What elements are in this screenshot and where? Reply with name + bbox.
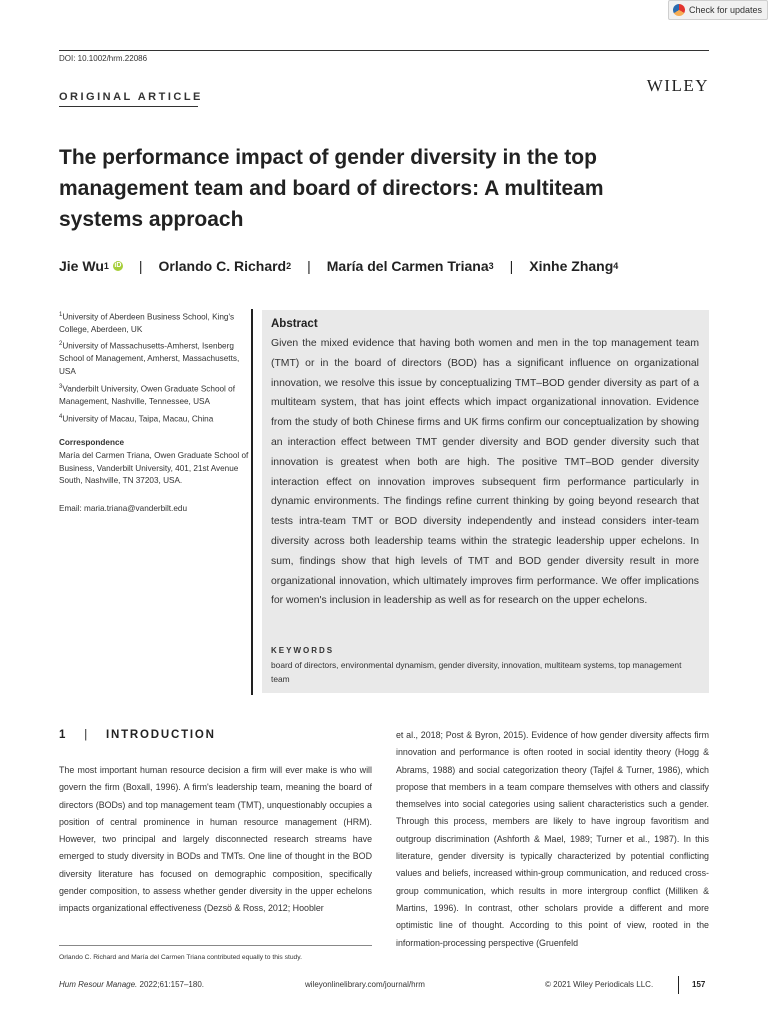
article-type-underline — [59, 106, 198, 107]
section-number: 1 — [59, 729, 68, 741]
footer-citation — [59, 980, 204, 989]
correspondence-text: María del Carmen Triana, Owen Graduate School of Business, Vanderbilt University, 401, 21st Avenue South, Nashville, TN 37203, USA. — [59, 451, 249, 486]
author-separator: | — [138, 258, 143, 274]
correspondence-heading: Correspondence — [59, 438, 125, 447]
citation-volume: 2022;61:157–180. — [137, 980, 204, 989]
affiliation-sup: 2 — [59, 341, 63, 347]
affiliation-sup: 4 — [59, 414, 63, 420]
affiliation — [59, 381, 249, 409]
correspondence-email[interactable]: Email: maria.triana@vanderbilt.edu — [59, 504, 187, 513]
body-column-right: et al., 2018; Post & Byron, 2015). Evidence of how gender diversity affects firm innovation and performance is often rooted in social identity theory (Hogg & Abrams, 1988) and social categorization theory (Tajfel & Turner, 1986), which propose that members in a team compare themselves with others and classify themselves into social categories using salient characteristics such a gender. Through this process, members are likely to have ingroup favoritism and outgroup discrimination (Ashforth & Mael, 1989; Turner et al., 1987). In this literature, gender diversity is typically characterized by potential conflicting values and beliefs, increased within-group communication, and reduced cross-group communication, which results in more intergroup conflict (Milliken & Martins, 1996). In contrast, other scholars provide a different and more optimistic line of thought. According to this point of view, rooted in the information-processing perspective (Gruenfeld — [396, 730, 709, 948]
crossmark-icon — [673, 4, 685, 16]
affiliation-text: University of Aberdeen Business School, King's College, Aberdeen, UK — [59, 312, 235, 335]
author-name[interactable]: Jie Wu — [59, 258, 104, 274]
article-title: The performance impact of gender diversity in the top management team and board of directors: A multiteam systems approach — [59, 146, 604, 231]
header-rule — [59, 50, 709, 51]
affiliation-sup: 3 — [59, 384, 63, 390]
affiliation — [59, 411, 249, 426]
affiliation — [59, 309, 249, 337]
footnote-rule — [59, 945, 372, 946]
affiliation-text: University of Macau, Taipa, Macau, China — [62, 414, 214, 424]
orcid-icon[interactable]: iD — [114, 262, 122, 269]
author-name[interactable]: Orlando C. Richard — [158, 258, 287, 274]
author-list — [59, 258, 618, 274]
affiliation-text: University of Massachusetts-Amherst, Isenberg School of Management, Amherst, Massachusetts, USA — [59, 341, 240, 377]
author-name[interactable]: Xinhe Zhang — [529, 258, 614, 274]
author-affil-sup: 4 — [613, 261, 619, 271]
affiliation — [59, 338, 249, 379]
journal-name: Hum Resour Manage. — [59, 980, 138, 989]
abstract-text: Given the mixed evidence that having both women and men in the top management team (TMT) or in the board of directors (BOD) has a significant influence on organizational innovation, we resolve this issue by conceptualizing TMT–BOD gender diversity as part of a multiteam system, that has joint effects which impact organizational innovation. Evidence from the study of both Chinese firms and UK firms confirm our conceptualization by showing an interaction effect between TMT gender diversity and BOD gender diversity such that innovation is greatest when both are high. The positive TMT–BOD gender diversity interaction effect on innovation improves subsequent firm performance particularly in dynamic environments. The findings refine current thinking by going beyond research that tests intra-team TMT or BOD diversity independently and instead considers inter-team diversity across both leadership teams within the strategic leadership upper echelons. In sum, findings show that high levels of TMT and BOD gender diversity result in more organizational innovation, which ultimately improves firm performance. We offer implications for women's inclusion in leadership as well as for research on the upper echelons. — [271, 338, 699, 607]
keywords-heading: KEYWORDS — [271, 646, 335, 655]
check-for-updates-button[interactable] — [668, 0, 768, 20]
footnote: Orlando C. Richard and María del Carmen Triana contributed equally to this study. — [59, 954, 302, 961]
author-separator: | — [307, 258, 311, 274]
abstract-heading: Abstract — [271, 318, 318, 330]
footer-divider — [678, 976, 679, 994]
author-name[interactable]: María del Carmen Triana — [326, 258, 489, 274]
section-heading — [59, 729, 216, 741]
abstract-divider — [251, 309, 253, 695]
section-title: INTRODUCTION — [106, 729, 216, 741]
author-affil-sup: 3 — [488, 261, 494, 271]
publisher-logo: WILEY — [646, 76, 709, 95]
doi[interactable]: DOI: 10.1002/hrm.22086 — [59, 54, 148, 63]
author-separator: | — [509, 258, 514, 274]
page-number: 157 — [692, 980, 706, 989]
check-for-updates-label: Check for updates — [689, 5, 763, 15]
footer-url[interactable]: wileyonlinelibrary.com/journal/hrm — [305, 980, 425, 989]
section-separator: | — [84, 729, 89, 741]
body-column-left: The most important human resource decision a firm will ever make is who will govern the firm (Boxall, 1996). A firm's leadership team, meaning the board of directors (BODs) and top management team (TMT), unquestionably occupies a position of central prominence in human resource management (HRM). However, two principal and largely disconnected research streams have emerged to study diversity in BODs and TMTs. One line of thought in the BOD diversity literature has focused on demographic composition, specifically gender composition, to assess whether gender diversity in the upper echelons impacts organizational effectiveness (Dezsö & Ross, 2012; Hoobler — [59, 765, 372, 914]
author-affil-sup: 1 — [103, 261, 109, 271]
author-affil-sup: 2 — [286, 261, 292, 271]
footer-copyright: © 2021 Wiley Periodicals LLC. — [545, 980, 654, 989]
affiliation-text: Vanderbilt University, Owen Graduate School of Management, Nashville, Tennessee, USA — [59, 384, 235, 407]
affiliation-sup: 1 — [59, 312, 63, 318]
article-type: ORIGINAL ARTICLE — [59, 91, 203, 103]
keywords-text: board of directors, environmental dynamism, gender diversity, innovation, multiteam systems, top management team — [271, 660, 682, 684]
